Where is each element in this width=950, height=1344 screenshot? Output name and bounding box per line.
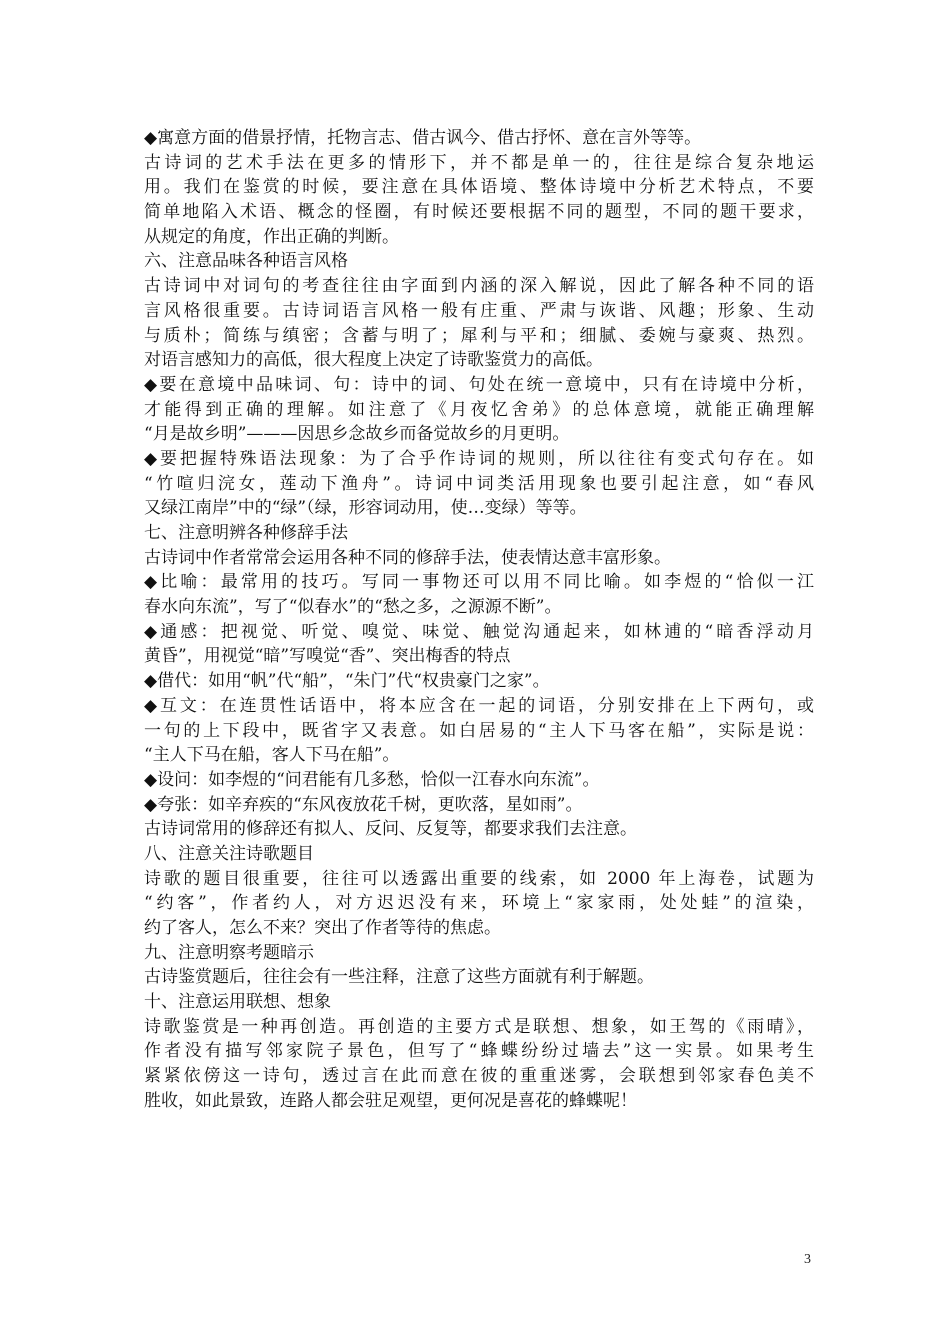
text-line: 紧紧依傍这一诗句，透过言在此而意在彼的重重迷雾，会联想到邻家春色美不 — [144, 1066, 814, 1087]
text-line: 简单地陷入术语、概念的怪圈，有时候还要根据不同的题型，不同的题干要求， — [144, 202, 814, 223]
text-line: 约了客人，怎么不来？突出了作者等待的焦虑。 — [144, 918, 501, 938]
text-line: 又绿江南岸”中的“绿”（绿，形容词动用，使…变绿）等等。 — [144, 498, 587, 519]
text-line: 古诗词中作者常常会运用各种不同的修辞手法，使表情达意丰富形象。 — [144, 547, 671, 568]
text-line: 黄昏”，用视觉“暗”写嗅觉“香”、突出梅香的特点 — [144, 646, 511, 667]
text-line: ◆设问：如李煜的“问君能有几多愁，恰似一江春水向东流”。 — [144, 769, 600, 790]
text-line: 对语言感知力的高低，很大程度上决定了诗歌鉴赏力的高低。 — [144, 350, 603, 371]
text-line: 与质朴；简练与缜密；含蓄与明了；犀利与平和；细腻、委婉与豪爽、热烈。 — [144, 325, 814, 346]
text-line: 一句的上下段中，既省字又表意。如白居易的“主人下马客在船”，实际是说： — [144, 720, 814, 741]
text-line: 六、注意品味各种语言风格 — [144, 251, 348, 272]
text-line: ◆比喻：最常用的技巧。写同一事物还可以用不同比喻。如李煜的“恰似一江 — [144, 572, 814, 593]
page-number: 3 — [804, 1252, 811, 1267]
text-line: 七、注意明辨各种修辞手法 — [144, 523, 348, 543]
text-line: 九、注意明察考题暗示 — [144, 942, 314, 963]
text-line: ◆通感：把视觉、听觉、嗅觉、味觉、触觉沟通起来，如林逋的“暗香浮动月 — [144, 621, 814, 642]
document-body — [144, 126, 814, 1114]
text-line: 古诗词的艺术手法在更多的情形下，并不都是单一的，往往是综合复杂地运 — [144, 152, 814, 173]
text-line: 胜收，如此景致，连路人都会驻足观望，更何况是喜花的蜂蝶呢！ — [144, 1090, 637, 1111]
text-line: 古诗鉴赏题后，往往会有一些注释，注意了这些方面就有利于解题。 — [144, 967, 654, 988]
text-line: 十、注意运用联想、想象 — [144, 992, 331, 1013]
text-line: 诗歌的题目很重要，往往可以透露出重要的线索，如 2000 年上海卷，试题为 — [144, 868, 814, 889]
text-line: 作者没有描写邻家院子景色，但写了“蜂蝶纷纷过墙去”这一实景。如果考生 — [144, 1041, 814, 1062]
text-line: 才能得到正确的理解。如注意了《月夜忆舍弟》的总体意境，就能正确理解 — [144, 399, 814, 420]
text-line: 言风格很重要。古诗词语言风格一般有庄重、严肃与诙谐、风趣；形象、生动 — [144, 300, 814, 321]
text-line: 古诗词常用的修辞还有拟人、反问、反复等，都要求我们去注意。 — [144, 819, 637, 840]
text-line: 从规定的角度，作出正确的判断。 — [144, 226, 399, 247]
text-line: ◆寓意方面的借景抒情，托物言志、借古讽今、借古抒怀、意在言外等等。 — [144, 128, 702, 148]
text-line: 八、注意关注诗歌题目 — [144, 843, 314, 864]
text-line: ◆要把握特殊语法现象：为了合乎作诗词的规则，所以往往有变式句存在。如 — [144, 448, 814, 469]
text-line: 春水向东流”，写了“似春水”的“愁之多，之源源不断”。 — [144, 597, 562, 618]
text-line: “月是故乡明”———因思乡念故乡而备觉故乡的月更明。 — [144, 424, 570, 445]
text-line: “竹喧归浣女，莲动下渔舟”。诗词中词类活用现象也要引起注意，如“春风 — [144, 473, 814, 494]
text-line: “主人下马在船，客人下马在船”。 — [144, 745, 400, 766]
text-line: 诗歌鉴赏是一种再创造。再创造的主要方式是联想、想象，如王驾的《雨晴》， — [144, 1016, 814, 1037]
text-line: “约客”，作者约人，对方迟迟没有来，环境上“家家雨，处处蛙”的渲染， — [144, 893, 814, 914]
text-line: ◆互文：在连贯性话语中，将本应含在一起的词语，分别安排在上下两句，或 — [144, 695, 814, 716]
text-line: ◆借代：如用“帆”代“船”，“朱门”代“权贵豪门之家”。 — [144, 671, 550, 692]
text-line: ◆夸张：如辛弃疾的“东风夜放花千树，更吹落，星如雨”。 — [144, 794, 583, 815]
text-line: 古诗词中对词句的考查往往由字面到内涵的深入解说，因此了解各种不同的语 — [144, 276, 814, 297]
text-line: 用。我们在鉴赏的时候，要注意在具体语境、整体诗境中分析艺术特点，不要 — [144, 177, 814, 198]
text-line: ◆要在意境中品味词、句：诗中的词、句处在统一意境中，只有在诗境中分析， — [144, 374, 814, 395]
